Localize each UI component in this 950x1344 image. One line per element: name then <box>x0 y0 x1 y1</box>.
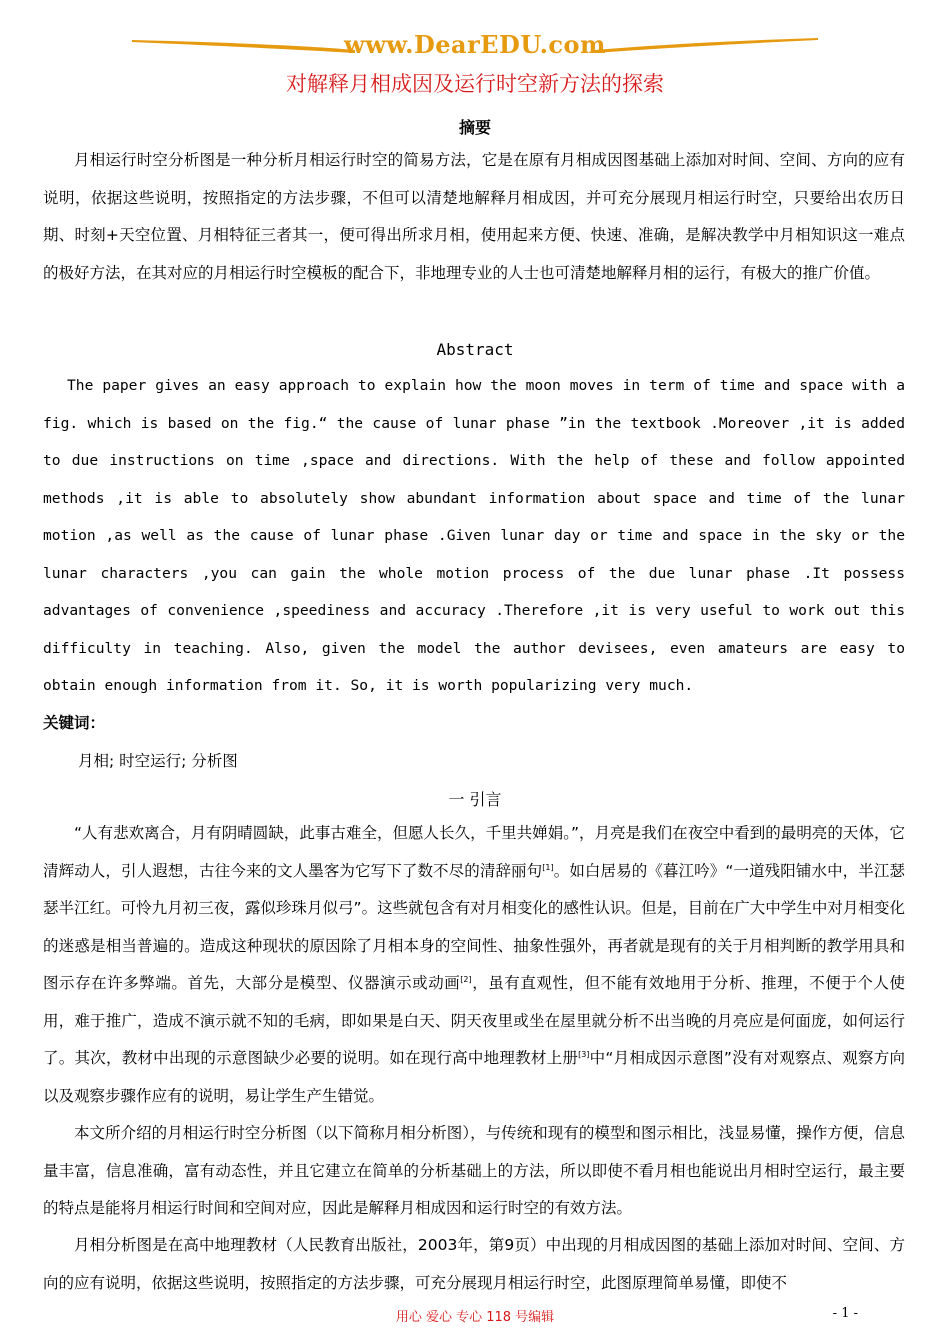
document-title: 对解释月相成因及运行时空新方法的探索 <box>286 72 664 96</box>
keywords-text: 月相; 时空运行; 分析图 <box>78 752 238 770</box>
p1-part-d: 中“月相成因示意图”没有对观察点、观察方向以及观察步骤作应有的说明，易让学生产生错觉。 <box>43 1049 905 1105</box>
section-1-paragraph-2: 本文所介绍的月相运行时空分析图（以下简称月相分析图），与传统和现有的模型和图示相比，浅显易懂，操作方便，信息量丰富，信息准确，富有动态性，并且它建立在简单的分析基础上的方法，所以即使不看月相也能说出月相时空运行，最主要的特点是能将月相运行时间和空间对应，因此是解释月相成因和运行时空的有效方法。 <box>43 1124 905 1217</box>
abstract-cn-text: 月相运行时空分析图是一种分析月相运行时空的简易方法，它是在原有月相成因图基础上添加对时间、空间、方向的应有说明，依据这些说明，按照指定的方法步骤，不但可以清楚地解释月相成因，并可充分展现月相运行时空，只要给出农历日期、时刻+天空位置、月相特征三者其一，便可得出所求月相，使用起来方便、快速、准确，是解决教学中月相知识这一难点的极好方法，在其对应的月相运行时空模板的配合下，非地理专业的人士也可清楚地解释月相的运行，有极大的推广价值。 <box>43 151 905 282</box>
reference-2: [2] <box>460 974 472 984</box>
reference-1: [1] <box>542 862 554 872</box>
p1-part-a: “人有悲欢离合，月有阴晴圆缺，此事古难全，但愿人长久，千里共婵娟。”，月亮是我们在夜空中看到的最明亮的天体，它清辉动人，引人遐想，古往今来的文人墨客为它写下了数不尽的清辞丽句 <box>43 824 905 880</box>
page-number: - 1 - <box>832 1306 858 1321</box>
p1-part-b: 。如白居易的《暮江吟》“一道残阳铺水中，半江瑟瑟半江红。可怜九月初三夜，露似珍珠月似弓”。这些就包含有对月相变化的感性认识。但是，目前在广大中学生中对月相变化的迷惑是相当普遍的。造成这种现状的原因除了月相本身的空间性、抽象性强外，再者就是现有的关于月相判断的教学用具和图示存在许多弊端。首先，大部分是模型、仪器演示或动画 <box>43 861 905 992</box>
footer-editor-note: 用心 爱心 专心 118 号编辑 <box>395 1310 555 1325</box>
keywords-label: 关键词： <box>43 714 106 732</box>
section-1-heading: 一 引言 <box>448 790 502 809</box>
reference-3: [3] <box>578 1049 590 1059</box>
section-1-paragraph-3: 月相分析图是在高中地理教材（人民教育出版社，2003年，第9页）中出现的月相成因图的基础上添加对时间、空间、方向的应有说明，依据这些说明，按照指定的方法步骤，可充分展现月相运行时空，此图原理简单易懂，即使不 <box>43 1236 905 1292</box>
abstract-en-text: The paper gives an easy approach to explain how the moon moves in term of time and space with a fig. which is based on the fig.“ the cause of lunar phase ”in the textbook .Moreover ,it is added to due instructions on time ,space and directions. With the help of these and follow appointed methods ,it is able to absolutely show abundant information about space and time of the lunar motion ,as well as the cause of lunar phase .Given lunar day or time and space in the sky or the lunar characters ,you can gain the whole motion process of the due lunar phase .It possess advantages of convenience ,speediness and accuracy .Therefore ,it is very useful to work out this difficulty in teaching. Also, given the model the author devisees, even amateurs are easy to obtain enough information from it. So, it is worth popularizing very much. <box>43 377 905 694</box>
header-logo <box>130 28 820 62</box>
abstract-en-heading: Abstract <box>436 340 514 359</box>
p1-part-c: ，虽有直观性，但不能有效地用于分析、推理，不便于个人使用，难于推广，造成不演示就不知的毛病，即如果是白天、阴天夜里或坐在屋里就分析不出当晚的月亮应是何面庞，如何运行了。其次，教材中出现的示意图缺少必要的说明。如在现行高中地理教材上册 <box>43 974 905 1067</box>
section-1-paragraph-1 <box>43 815 905 1115</box>
logo-text: www.DearEDU.com <box>344 30 606 59</box>
abstract-cn-heading: 摘要 <box>458 118 491 137</box>
